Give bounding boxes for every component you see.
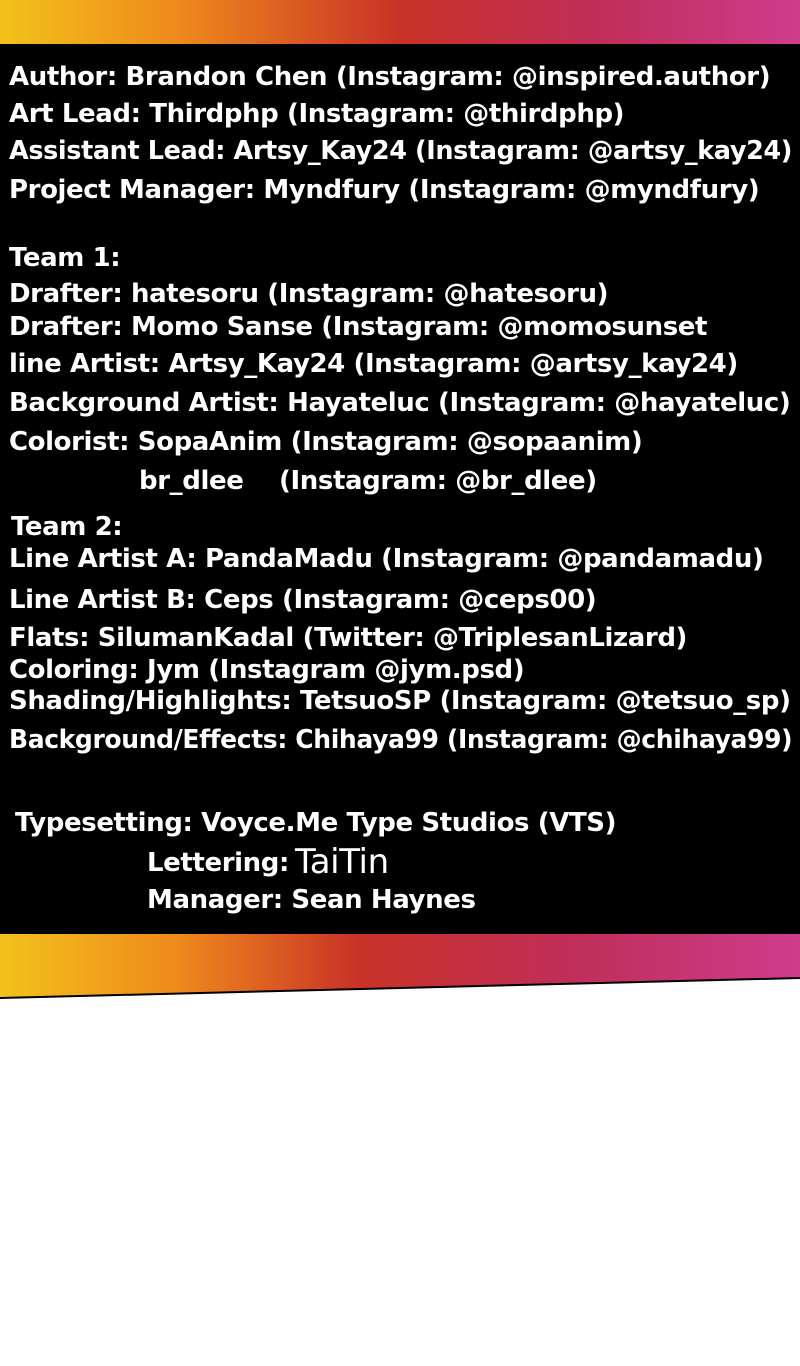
- bottom-gradient-band: [0, 934, 800, 1000]
- credit-background-effects: Background/Effects: Chihaya99 (Instagram: @chihaya99): [9, 725, 793, 755]
- credit-background-artist: Background Artist: Hayateluc (Instagram: @hayateluc): [9, 388, 791, 418]
- credit-drafter-2: Drafter: Momo Sanse (Instagram: @momosunset: [9, 312, 708, 342]
- credit-colorist-2-name: br_dlee: [139, 466, 244, 496]
- credit-project-manager: Project Manager: Myndfury (Instagram: @myndfury): [9, 175, 760, 205]
- credit-manager: Manager: Sean Haynes: [147, 885, 476, 915]
- credits-panel: [0, 44, 800, 936]
- top-gradient-band: [0, 0, 800, 44]
- credit-line-artist: line Artist: Artsy_Kay24 (Instagram: @artsy_kay24): [9, 349, 738, 379]
- credit-shading: Shading/Highlights: TetsuoSP (Instagram: @tetsuo_sp): [9, 686, 791, 716]
- typesetting-heading: Typesetting: Voyce.Me Type Studios (VTS): [15, 808, 617, 838]
- credit-author: Author: Brandon Chen (Instagram: @inspired.author): [9, 62, 771, 92]
- credit-drafter-1: Drafter: hatesoru (Instagram: @hatesoru): [9, 279, 609, 309]
- lettering-label: Lettering:: [147, 848, 289, 878]
- credit-coloring: Coloring: Jym (Instagram @jym.psd): [9, 655, 525, 685]
- credit-colorist-1: Colorist: SopaAnim (Instagram: @sopaanim): [9, 427, 643, 457]
- team2-heading: Team 2:: [11, 512, 123, 542]
- credit-art-lead: Art Lead: Thirdphp (Instagram: @thirdphp): [9, 99, 625, 129]
- credit-line-artist-a: Line Artist A: PandaMadu (Instagram: @pandamadu): [9, 544, 764, 574]
- credit-flats: Flats: SilumanKadal (Twitter: @TriplesanLizard): [9, 623, 688, 653]
- lettering-name: TaiTin: [295, 842, 389, 882]
- team1-heading: Team 1:: [9, 243, 121, 273]
- credit-line-artist-b: Line Artist B: Ceps (Instagram: @ceps00): [9, 585, 597, 615]
- credit-colorist-2-handle: (Instagram: @br_dlee): [279, 466, 597, 496]
- credit-assistant-lead: Assistant Lead: Artsy_Kay24 (Instagram: @artsy_kay24): [9, 136, 793, 166]
